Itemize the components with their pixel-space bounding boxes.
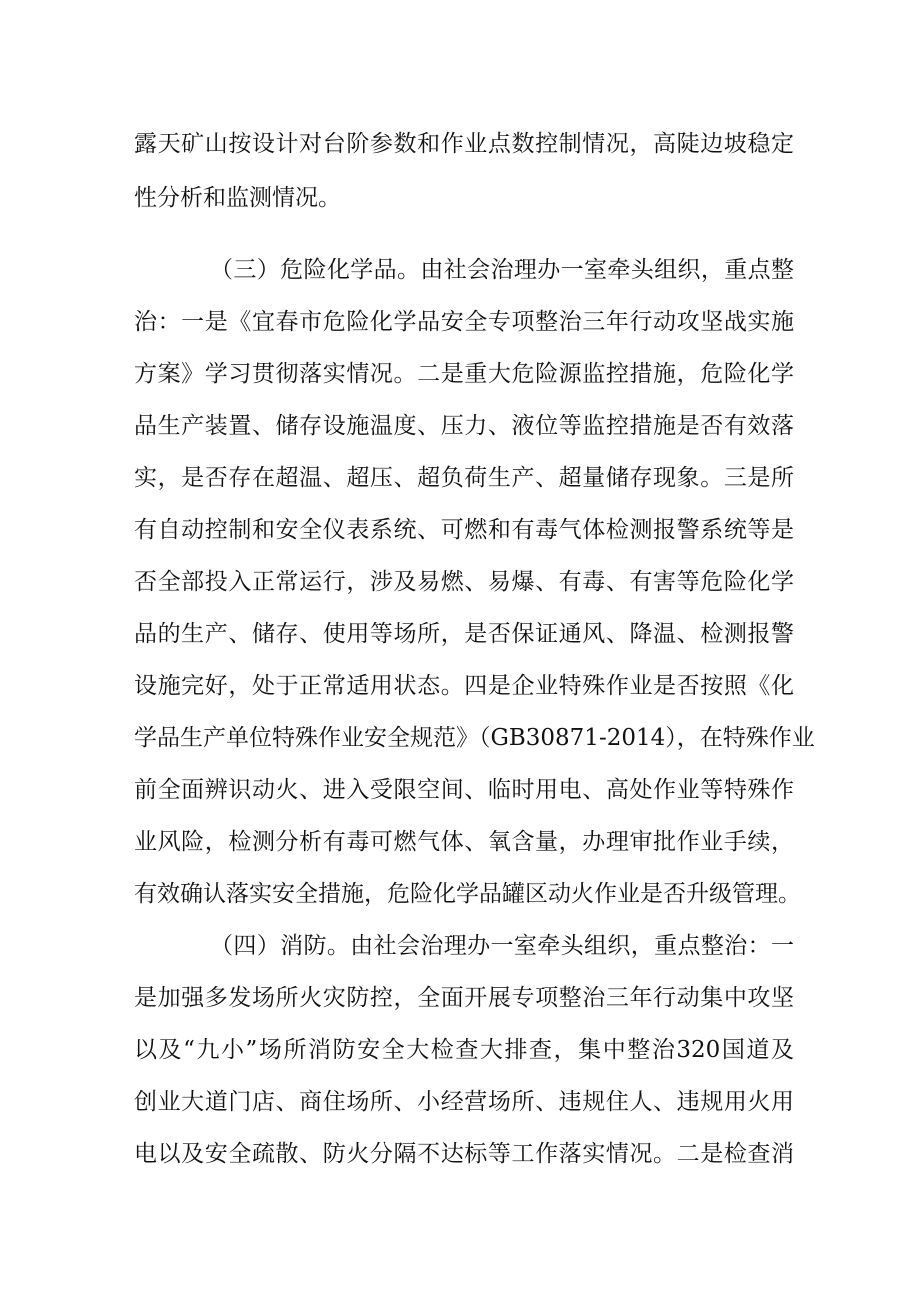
text-line-14: 业风险，检测分析有毒可燃气体、氧含量，办理审批作业手续， (134, 829, 794, 855)
paragraph-heading-fire-protection: （四）消防。由社会治理办一室牵头组织，重点整治：一 (210, 933, 794, 959)
text-line-13: 前全面辨识动火、进入受限空间、临时用电、高处作业等特殊作 (134, 777, 794, 803)
text-line-15: 有效确认落实安全措施，危险化学品罐区动火作业是否升级管理。 (134, 881, 801, 907)
text-line-4: 治：一是《宜春市危险化学品安全专项整治三年行动攻坚战实施 (134, 309, 794, 335)
paragraph-heading-hazardous-chemicals: （三）危险化学品。由社会治理办一室牵头组织，重点整 (210, 257, 794, 283)
text-line-1: 露天矿山按设计对台阶参数和作业点数控制情况，高陡边坡稳定 (134, 131, 794, 157)
text-line-19: 创业大道门店、商住场所、小经营场所、违规住人、违规用火用 (134, 1089, 794, 1115)
text-line-18: 以及“九小”场所消防安全大检查大排查，集中整治320国道及 (134, 1037, 794, 1063)
text-line-10: 品的生产、储存、使用等场所，是否保证通风、降温、检测报警 (134, 621, 794, 647)
text-line-11: 设施完好，处于正常适用状态。四是企业特殊作业是否按照《化 (134, 673, 794, 699)
text-line-20: 电以及安全疏散、防火分隔不达标等工作落实情况。二是检查消 (134, 1141, 794, 1167)
text-line-6: 品生产装置、储存设施温度、压力、液位等监控措施是否有效落 (134, 413, 794, 439)
text-line-8: 有自动控制和安全仪表系统、可燃和有毒气体检测报警系统等是 (134, 517, 794, 543)
text-line-7: 实，是否存在超温、超压、超负荷生产、超量储存现象。三是所 (134, 465, 794, 491)
text-line-12: 学品生产单位特殊作业安全规范》（GB30871-2014），在特殊作业 (134, 725, 815, 751)
text-line-17: 是加强多发场所火灾防控，全面开展专项整治三年行动集中攻坚 (134, 985, 794, 1011)
text-line-9: 否全部投入正常运行，涉及易燃、易爆、有毒、有害等危险化学 (134, 569, 794, 595)
text-line-5: 方案》学习贯彻落实情况。二是重大危险源监控措施，危险化学 (134, 361, 794, 387)
text-line-2: 性分析和监测情况。 (134, 185, 341, 211)
